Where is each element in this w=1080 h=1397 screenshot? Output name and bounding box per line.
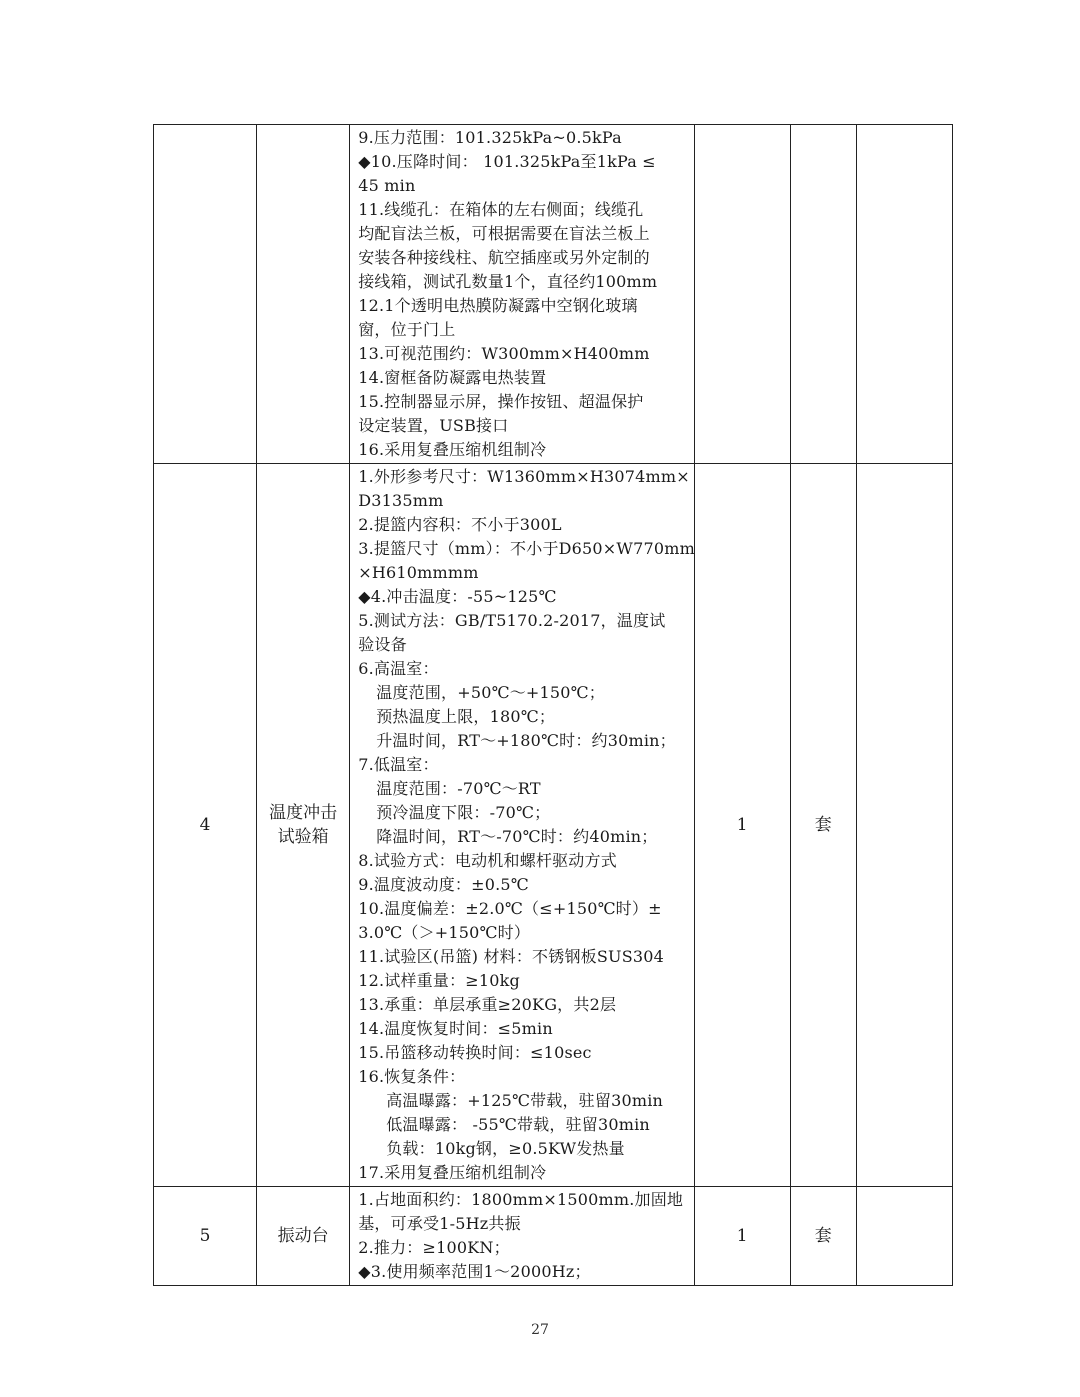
- spec-line: 9.温度波动度：±0.5℃: [358, 875, 529, 894]
- spec-line: 13.可视范围约：W300mm×H400mm: [358, 344, 650, 363]
- spec-line: 预热温度上限，180℃；: [376, 707, 556, 726]
- spec-line: 接线箱，测试孔数量1个，直径约100mm: [358, 272, 658, 291]
- spec-line: 升温时间，RT～+180℃时：约30min；: [376, 731, 676, 750]
- spec-line: 16.采用复叠压缩机组制冷: [358, 440, 547, 459]
- spec-line: 安装各种接线柱、航空插座或另外定制的: [358, 248, 650, 267]
- remark-cell: [856, 1187, 952, 1286]
- spec-line: 6.高温室：: [358, 659, 439, 678]
- spec-line: 温度范围，+50℃～+150℃；: [376, 683, 605, 702]
- page-number: 27: [531, 1322, 549, 1338]
- spec-line: ×H610mmmm: [358, 563, 479, 582]
- spec-line: 温度范围：-70℃～RT: [376, 779, 541, 798]
- item-name-cell: [257, 125, 350, 464]
- spec-line: 3.0℃（＞+150℃时）: [358, 923, 531, 942]
- table-row: [154, 464, 953, 1187]
- unit-cell: [790, 125, 856, 464]
- spec-line: 12.1个透明电热膜防凝露中空钢化玻璃: [358, 296, 638, 315]
- quantity-cell: 1: [694, 464, 790, 1187]
- spec-line: 预冷温度下限：-70℃；: [376, 803, 551, 822]
- quantity-cell: 1: [694, 1187, 790, 1286]
- spec-line: 均配盲法兰板，可根据需要在盲法兰板上: [358, 224, 650, 243]
- spec-line: 17.采用复叠压缩机组制冷: [358, 1163, 547, 1182]
- spec-line: 负载：10kg钢，≥0.5KW发热量: [386, 1139, 625, 1158]
- spec-line: 设定装置，USB接口: [358, 416, 509, 435]
- spec-cell: [350, 125, 694, 464]
- spec-line: 10.温度偏差：±2.0℃（≤+150℃时）±: [358, 899, 662, 918]
- spec-line: 3.提篮尺寸（mm）：不小于D650×W770mm: [358, 539, 695, 558]
- spec-line: 12.试样重量：≥10kg: [358, 971, 520, 990]
- remark-cell: [856, 464, 952, 1187]
- spec-line: 45 min: [358, 176, 416, 195]
- spec-line: 7.低温室：: [358, 755, 439, 774]
- item-name-cell: 振动台: [257, 1187, 350, 1286]
- item-name-cell: 温度冲击试验箱: [257, 464, 350, 1187]
- spec-line: 16.恢复条件：: [358, 1067, 466, 1086]
- spec-line: 9.压力范围：101.325kPa~0.5kPa: [358, 128, 622, 147]
- unit-cell: 套: [790, 1187, 856, 1286]
- spec-line: ◆3.使用频率范围1～2000Hz；: [358, 1262, 591, 1281]
- spec-line: 1.外形参考尺寸：W1360mm×H3074mm×: [358, 467, 690, 486]
- spec-line: 降温时间，RT～-70℃时：约40min；: [376, 827, 658, 846]
- spec-cell: [350, 464, 694, 1187]
- table-row: [154, 125, 953, 464]
- spec-line: 5.测试方法：GB/T5170.2-2017，温度试: [358, 611, 666, 630]
- item-number-cell: 4: [154, 464, 257, 1187]
- spec-line: ◆10.压降时间： 101.325kPa至1kPa ≤: [358, 152, 656, 171]
- spec-line: 14.温度恢复时间：≤5min: [358, 1019, 553, 1038]
- spec-line: D3135mm: [358, 491, 444, 510]
- unit-cell: 套: [790, 464, 856, 1187]
- equipment-spec-table: [153, 124, 953, 1286]
- spec-line: 基，可承受1-5Hz共振: [358, 1214, 521, 1233]
- spec-line: 11.试验区(吊篮) 材料：不锈钢板SUS304: [358, 947, 664, 966]
- spec-line: 11.线缆孔：在箱体的左右侧面；线缆孔: [358, 200, 644, 219]
- spec-cell: [350, 1187, 694, 1286]
- spec-line: 15.吊篮移动转换时间：≤10sec: [358, 1043, 592, 1062]
- spec-line: 13.承重：单层承重≥20KG，共2层: [358, 995, 617, 1014]
- item-number-cell: [154, 125, 257, 464]
- quantity-cell: [694, 125, 790, 464]
- spec-line: 高温曝露：+125℃带载，驻留30min: [386, 1091, 664, 1110]
- spec-line: 验设备: [358, 635, 407, 654]
- table-row: [154, 1187, 953, 1286]
- spec-line: 低温曝露： -55℃带载，驻留30min: [386, 1115, 650, 1134]
- spec-line: 2.提篮内容积：不小于300L: [358, 515, 562, 534]
- spec-line: 15.控制器显示屏，操作按钮、超温保护: [358, 392, 644, 411]
- spec-line: 1.占地面积约：1800mm×1500mm.加固地: [358, 1190, 684, 1209]
- spec-line: 窗，位于门上: [358, 320, 456, 339]
- item-number-cell: 5: [154, 1187, 257, 1286]
- spec-line: 2.推力：≥100KN；: [358, 1238, 510, 1257]
- spec-line: 8.试验方式：电动机和螺杆驱动方式: [358, 851, 617, 870]
- spec-line: 14.窗框备防凝露电热装置: [358, 368, 547, 387]
- spec-line: ◆4.冲击温度：-55~125℃: [358, 587, 557, 606]
- remark-cell: [856, 125, 952, 464]
